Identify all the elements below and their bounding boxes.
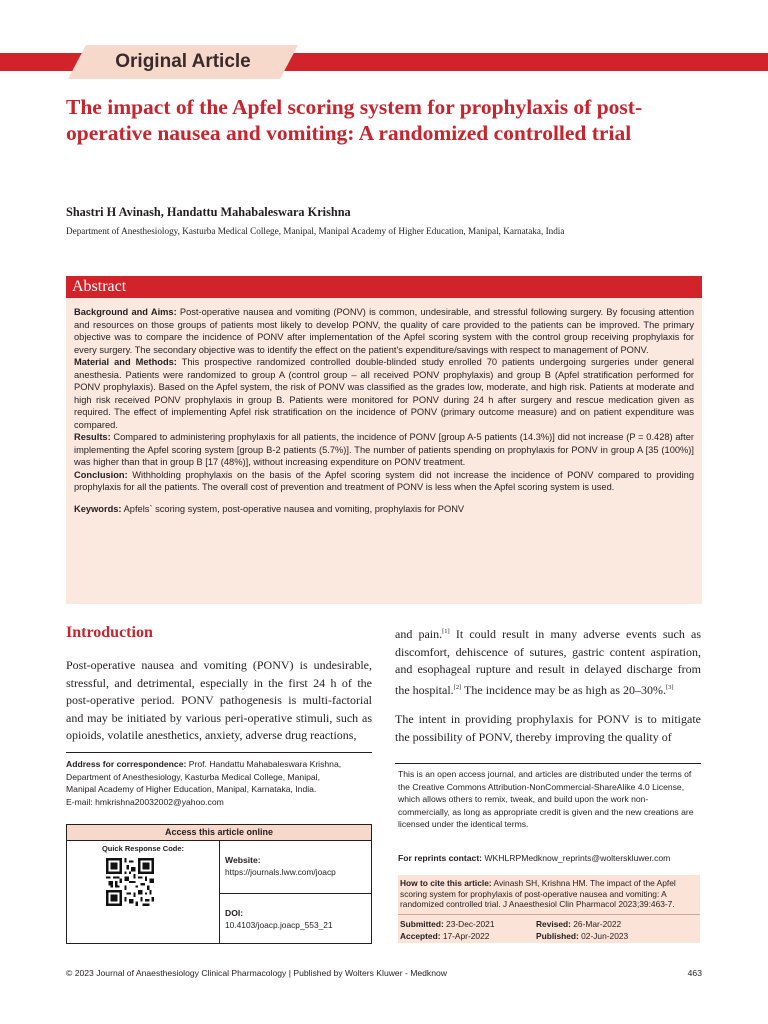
article-title: The impact of the Apfel scoring system for prophylaxis of post-operative nausea and vomiting: A randomized controlled trial: [66, 95, 643, 145]
published-date: Published: 02-Jun-2023: [536, 931, 629, 941]
abstract-conclusion: Conclusion: Withholding prophylaxis on the basis of the Apfel scoring system did not increase the incidence of PONV compared to providing prophylaxis for all the patients. The overall cost of prevention and treatment of PONV is less when the Apfel scoring system is used.: [74, 469, 694, 492]
abstract-results: Results: Compared to administering prophylaxis for all patients, the incidence of PONV [group A-5 patients (14.3%)] did not increase (P = 0.428) after implementing the Apfel scoring system [group B-2 patients (5.7%)]. The number of patients spending on prophylaxis for PONV in group A [35 (100%)] was higher than that in group B [17 (48%)], without increasing expenditure on PONV treatment.: [74, 432, 694, 467]
affiliation: Department of Anesthesiology, Kasturba Medical College, Manipal, Manipal Academy of Higher Education, Manipal, Karnataka, India: [66, 226, 565, 236]
how-to-cite: How to cite this article: Avinash SH, Krishna HM. The impact of the Apfel scoring system for prophylaxis of post-operative nausea and vomiting: A randomized controlled trial. J Anaesthesiol Clin Pharmacol 2023;39:463-7.: [400, 878, 676, 910]
qr-code-label: Quick Response Code:: [101, 844, 185, 853]
doi-label: DOI:: [225, 908, 244, 918]
reprints-email[interactable]: WKHLRPMedknow_reprints@wolterskluwer.com: [482, 853, 671, 863]
citation-ref[interactable]: [1]: [442, 628, 450, 635]
website-label: Website:: [225, 855, 261, 865]
page-number: 463: [687, 968, 702, 978]
abstract-header-bar: [66, 276, 702, 298]
correspondence-email[interactable]: E-mail: hmkrishna20032002@yahoo.com: [66, 796, 224, 807]
abstract-keywords: Keywords: Apfels` scoring system, post-operative nausea and vomiting, prophylaxis for PONV: [74, 503, 465, 514]
citation-ref[interactable]: [3]: [666, 683, 674, 691]
divider: [66, 752, 372, 753]
doi-link[interactable]: 10.4103/joacp.joacp_553_21: [225, 920, 333, 930]
qr-code-icon[interactable]: [106, 858, 154, 906]
intro-column-right: [395, 623, 701, 746]
intro-column-left: [66, 657, 372, 745]
abstract-heading: Abstract: [72, 278, 127, 295]
intro-paragraph-2: and pain.[1] It could result in many adverse events such as discomfort, dehiscence of sutures, gastric content aspiration, and esophageal rupture and result in delayed discharge from the hospital.[2] The incidence may be as high as 20–30%.[3]: [395, 627, 701, 697]
introduction-heading: Introduction: [66, 624, 153, 641]
abstract-background: Background and Aims: Post-operative nausea and vomiting (PONV) is common, undesirable, and stressful following surgery. By focusing attention and resources on those groups of patients most likely to develop PONV, the quality of care provided to the patients can be improved. The primary objective was to compare the incidence of PONV after implementation of the Apfel scoring system with the control group receiving prophylaxis for every surgery. The secondary objective was to identify the effect on the patient's expenditure/savings with respect to management of PONV.: [74, 307, 694, 355]
reprints-contact: For reprints contact: WKHLRPMedknow_reprints@wolterskluwer.com: [398, 853, 671, 863]
website-link[interactable]: https://journals.lww.com/joacp: [225, 867, 336, 877]
divider: [395, 763, 701, 764]
divider: [398, 914, 700, 915]
footer-text: © 2023 Journal of Anaesthesiology Clinical Pharmacology | Published by Wolters Kluwer - Medknow: [66, 968, 447, 978]
accepted-date: Accepted: 17-Apr-2022: [400, 931, 490, 941]
correspondence: Address for correspondence: Prof. Handattu Mahabaleswara Krishna, Department of Anesthesiology, Kasturba Medical College, Manipal, Manipal Academy of Higher Education, Manipal, Karnataka, India. E-mail: hmkrishna20032002@yahoo.com: [66, 758, 372, 808]
open-access-notice: This is an open access journal, and articles are distributed under the terms of the Creative Commons Attribution-NonCommercial-ShareAlike 4.0 License, which allows others to remix, tweak, and build upon the work non-commercially, as long as appropriate credit is given and the new creations are licensed under the identical terms.: [398, 769, 694, 830]
access-online-heading: Access this article online: [67, 825, 371, 841]
intro-paragraph-3: The intent in providing prophylaxis for PONV is to mitigate the possibility of PONV, thereby improving the quality of: [395, 712, 701, 744]
revised-date: Revised: 26-Mar-2022: [536, 919, 622, 929]
abstract-body: [74, 306, 694, 515]
article-type-label: Original Article: [115, 51, 251, 72]
divider: [220, 893, 371, 894]
intro-paragraph-1: Post-operative nausea and vomiting (PONV) is undesirable, stressful, and detrimental, especially in the first 24 h of the post-operative period. PONV pathogenesis is multi-factorial and may be initiated by various peri-operative stimuli, such as opioids, volatile anesthetics, anxiety, adverse drug reactions,: [66, 658, 372, 742]
abstract-methods: Material and Methods: This prospective randomized controlled double-blinded study enrolled 70 patients undergoing surgeries under general anesthesia. Patients were randomized to group A (control group – all received PONV prophylaxis) and group B (Apfel stratification performed for PONV prophylaxis). Based on the Apfel system, the risk of PONV was classified as the grades low, moderate, and high risk. Patients at moderate and high risk received PONV prophylaxis in group B. Patients were monitored for PONV during 24 h after surgery and rescue medication given as required. The effect of implementing Apfel risk stratification on the incidence of PONV (primary outcome measure) and on patient expenditure was compared.: [74, 357, 694, 430]
submitted-date: Submitted: 23-Dec-2021: [400, 919, 495, 929]
citation-ref[interactable]: [2]: [453, 683, 462, 691]
authors: Shastri H Avinash, Handattu Mahabaleswara Krishna: [66, 205, 351, 219]
